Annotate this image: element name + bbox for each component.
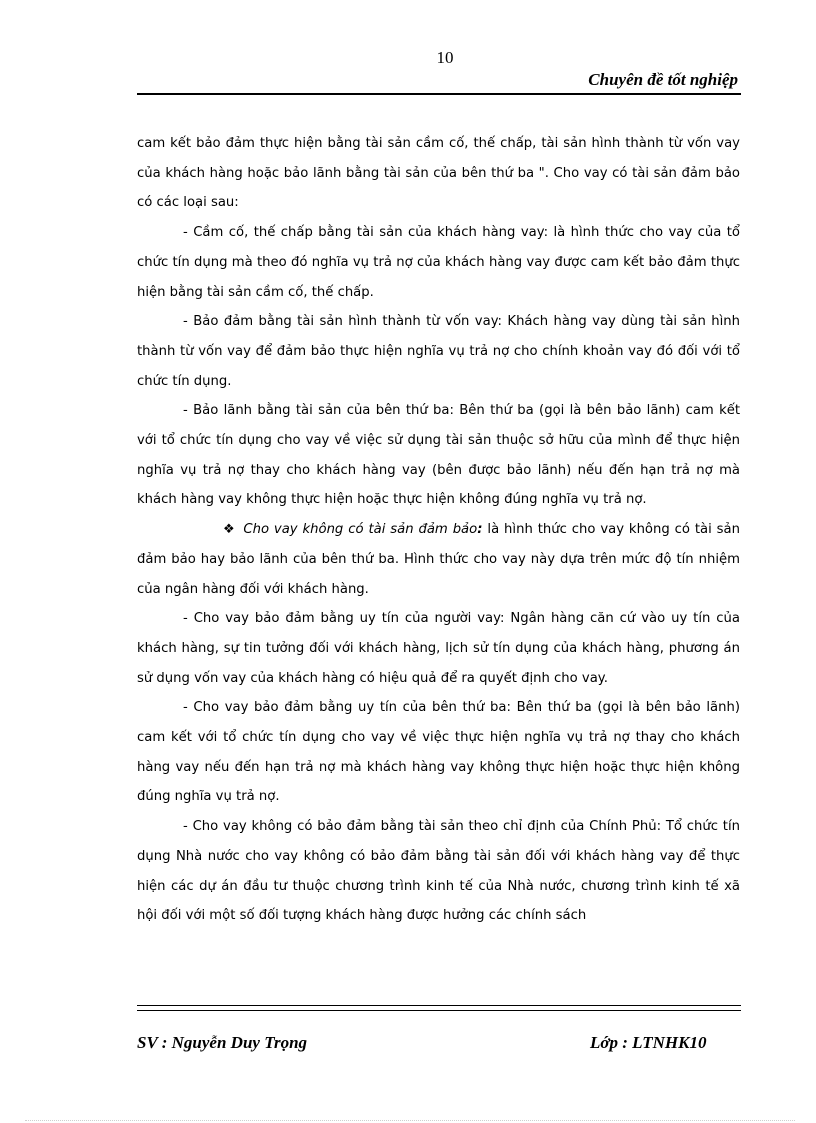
paragraph-intro: cam kết bảo đảm thực hiện bằng tài sản cầm cố, thế chấp, tài sản hình thành từ vốn vay của khách hàng hoặc bảo lãnh bằng tài sản của bên thứ ba ". Cho vay có tài sản đảm bảo có các loại sau: [137, 136, 740, 211]
footer-student: SV : Nguyễn Duy Trọng [137, 1033, 308, 1052]
footer-rule [137, 1005, 741, 1011]
paragraph-pledge-mortgage: - Cầm cố, thế chấp bằng tài sản của khách hàng vay: là hình thức cho vay của tổ chức tín dụng mà theo đó nghĩa vụ trả nợ của khách hàng vay được cam kết bảo đảm thực hiện bằng tài sản cầm cố, thế chấp. [137, 225, 740, 300]
diamond-bullet-icon: ❖ [223, 522, 236, 538]
header-title: Chuyên đề tốt nghiệp [588, 70, 738, 89]
paragraph-asset-from-loan: - Bảo đảm bằng tài sản hình thành từ vốn vay: Khách hàng vay dùng tài sản hình thành từ vốn vay để đảm bảo thực hiện nghĩa vụ trả nợ cho chính khoản vay đó đối với tổ chức tín dụng. [137, 314, 740, 389]
unsecured-loan-heading: Cho vay không có tài sản đảm bảo [243, 522, 478, 538]
paragraph-borrower-reputation: - Cho vay bảo đảm bằng uy tín của người vay: Ngân hàng căn cứ vào uy tín của khách hàng, sự tin tưởng đối với khách hàng, lịch sử tín dụng của khách hàng, phương án sử dụng vốn vay của khách hàng có hiệu quả để ra quyết định cho vay. [137, 611, 740, 686]
unsecured-loan-colon: : [477, 522, 483, 538]
paragraph-unsecured-loan [137, 515, 740, 604]
document-body [137, 129, 740, 931]
header-rule [137, 93, 741, 95]
paragraph-government-designated: - Cho vay không có bảo đảm bằng tài sản theo chỉ định của Chính Phủ: Tổ chức tín dụng Nhà nước cho vay không có bảo đảm bằng tài sản đối với khách hàng vay để thực hiện các dự án đầu tư thuộc chương trình kinh tế của Nhà nước, chương trình kinh tế xã hội đối với một số đối tượng khách hàng được hưởng các chính sách [137, 819, 740, 924]
page-number: 10 [436, 48, 454, 67]
paragraph-third-party-reputation: - Cho vay bảo đảm bằng uy tín của bên thứ ba: Bên thứ ba (gọi là bên bảo lãnh) cam kết với tổ chức tín dụng cho vay về việc thực hiện nghĩa vụ trả nợ thay cho khách hàng vay nếu đến hạn trả nợ mà khách hàng vay không thực hiện hoặc thực hiện không đúng nghĩa vụ trả nợ. [137, 700, 740, 805]
page-bottom-border [25, 1120, 795, 1121]
unsecured-loan-text: là hình thức cho vay không có tài sản đảm bảo hay bảo lãnh của bên thứ ba. Hình thức cho vay này dựa trên mức độ tín nhiệm của ngân hàng đối với khách hàng. [137, 522, 740, 597]
paragraph-third-party-guarantee: - Bảo lãnh bằng tài sản của bên thứ ba: Bên thứ ba (gọi là bên bảo lãnh) cam kết với tổ chức tín dụng cho vay về việc sử dụng tài sản thuộc sở hữu của mình để thực hiện nghĩa vụ trả nợ thay cho khách hàng vay (bên được bảo lãnh) nếu đến hạn trả nợ mà khách hàng vay không thực hiện hoặc thực hiện không đúng nghĩa vụ trả nợ. [137, 403, 740, 508]
footer-class: Lớp : LTNHK10 [590, 1033, 707, 1052]
